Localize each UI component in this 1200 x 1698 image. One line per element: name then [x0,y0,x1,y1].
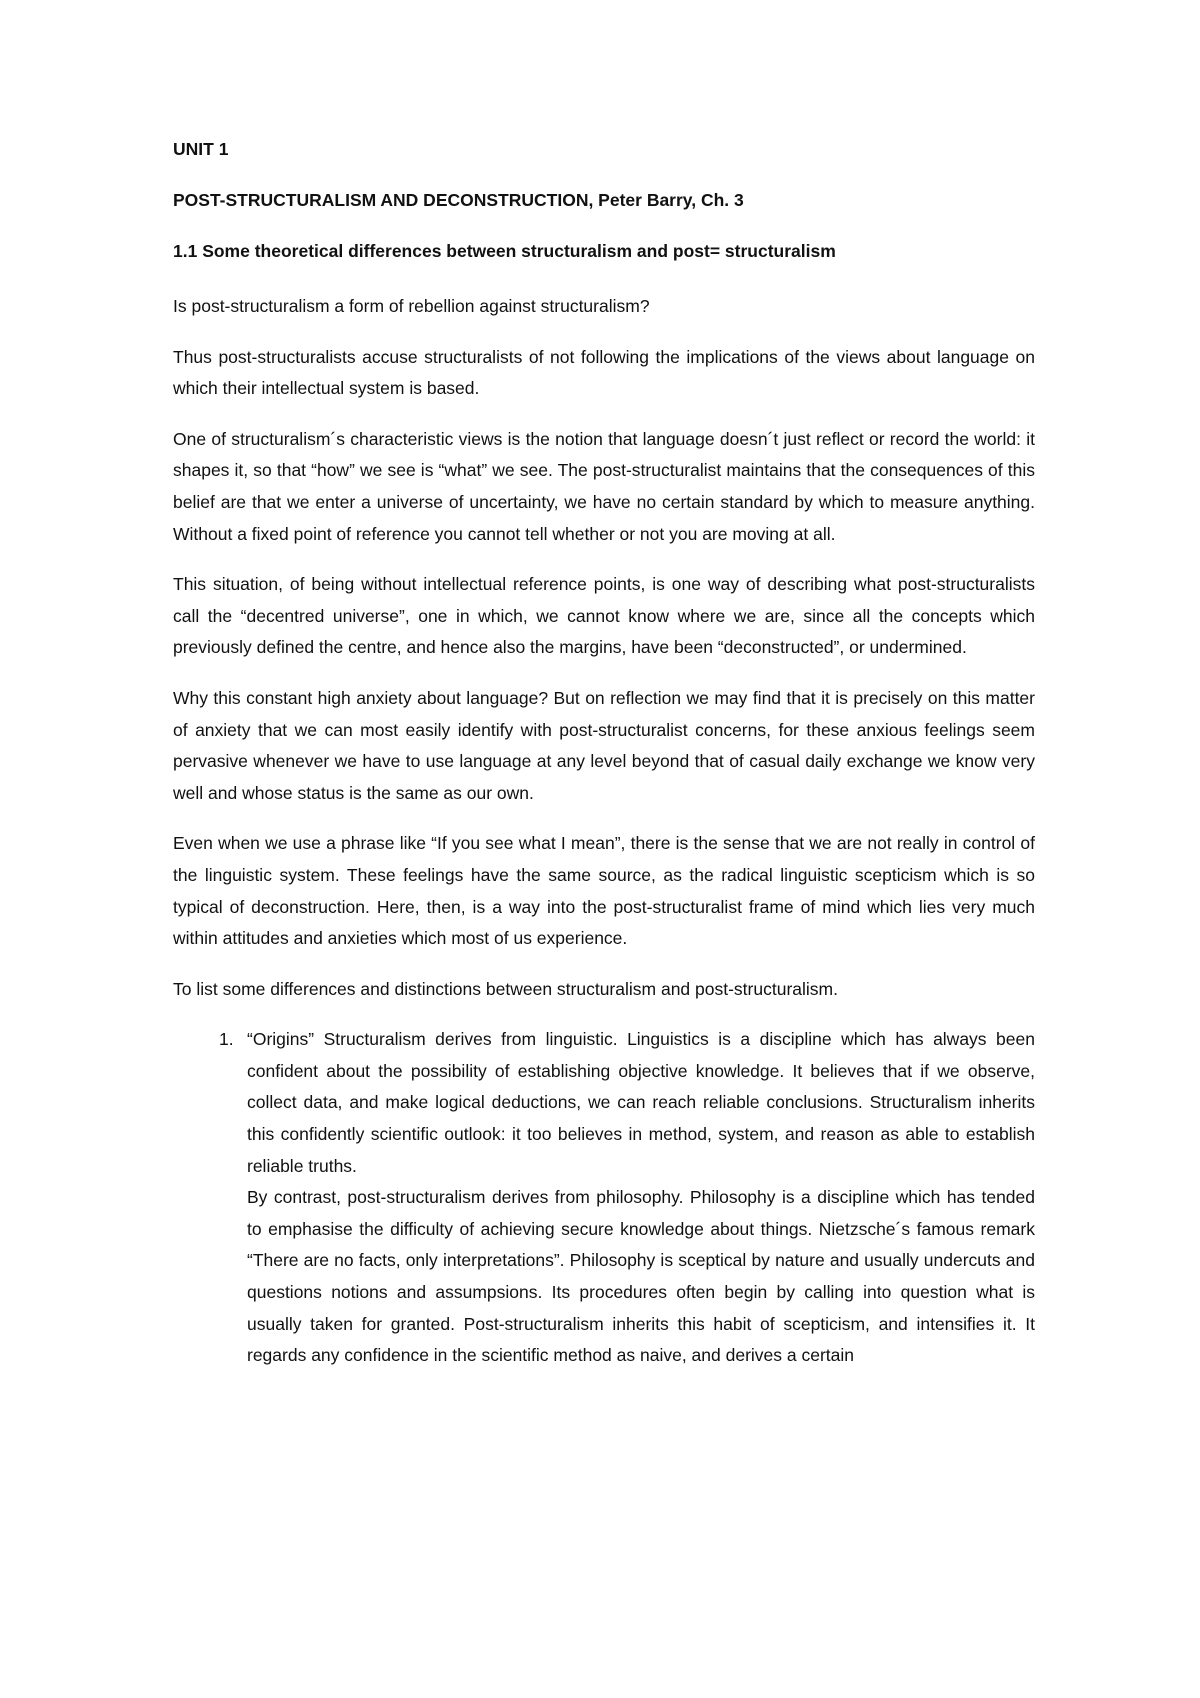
paragraph-question: Is post-structuralism a form of rebellion against structuralism? [173,296,650,316]
paragraph-list-intro: To list some differences and distinctions between structuralism and post-structuralism. [173,978,838,999]
chapter-title: POST-STRUCTURALISM AND DECONSTRUCTION, Peter Barry, Ch. 3 [173,190,744,210]
differences-list [173,1024,1035,1372]
paragraph-decentred-universe: This situation, of being without intellectual reference points, is one way of describing what post-structuralists call the “decentred universe”, one in which, we cannot know where we are, since all the concepts which previously defined the centre, and hence also the margins, have been “deconstructed”, or undermined. [173,574,1035,658]
unit-label: UNIT 1 [173,139,229,159]
paragraph-accusation: Thus post-structuralists accuse structuralists of not following the implications of the views about language on which their intellectual system is based. [173,346,1035,399]
paragraph-linguistic-scepticism: Even when we use a phrase like “If you see what I mean”, there is the sense that we are not really in control of the linguistic system. These feelings have the same source, as the radical linguistic scepticism which is so typical of deconstruction. Here, then, is a way into the post-structuralist frame of mind which lies very much within attitudes and anxieties which most of us experience. [173,833,1035,949]
section-title: 1.1 Some theoretical differences between structuralism and post= structuralism [173,241,836,261]
paragraph-language-views: One of structuralism´s characteristic views is the notion that language doesn´t just reflect or record the world: it shapes it, so that “how” we see is “what” we see. The post-structuralist maintains that the consequences of this belief are that we enter a universe of uncertainty, we have no certain standard by which to measure anything. Without a fixed point of reference you cannot tell whether or not you are moving at all. [173,428,1035,544]
document-page [173,138,1035,1372]
list-item-origins-post-structuralism: By contrast, post-structuralism derives from philosophy. Philosophy is a discipline which has tended to emphasise the difficulty of achieving secure knowledge about things. Nietzsche´s famous remark “There are no facts, only interpretations”. Philosophy is sceptical by nature and usually undercuts and questions notions and assumpsions. Its procedures often begin by calling into question what is usually taken for granted. Post-structuralism inherits this habit of scepticism, and intensifies it. It regards any confidence in the scientific method as naive, and derives a certain [247,1187,1035,1366]
list-item-origins-structuralism: “Origins” Structuralism derives from linguistic. Linguistics is a discipline which has always been confident about the possibility of establishing objective knowledge. It believes that if we observe, collect data, and make logical deductions, we can reach reliable conclusions. Structuralism inherits this confidently scientific outlook: it too believes in method, system, and reason as able to establish reliable truths. [247,1029,1035,1176]
list-item [173,1024,1035,1372]
paragraph-anxiety: Why this constant high anxiety about language? But on reflection we may find that it is precisely on this matter of anxiety that we can most easily identify with post-structuralist concerns, for these anxious feelings seem pervasive whenever we have to use language at any level beyond that of casual daily exchange we know very well and whose status is the same as our own. [173,687,1035,803]
list-item-number: 1. [219,1029,234,1050]
